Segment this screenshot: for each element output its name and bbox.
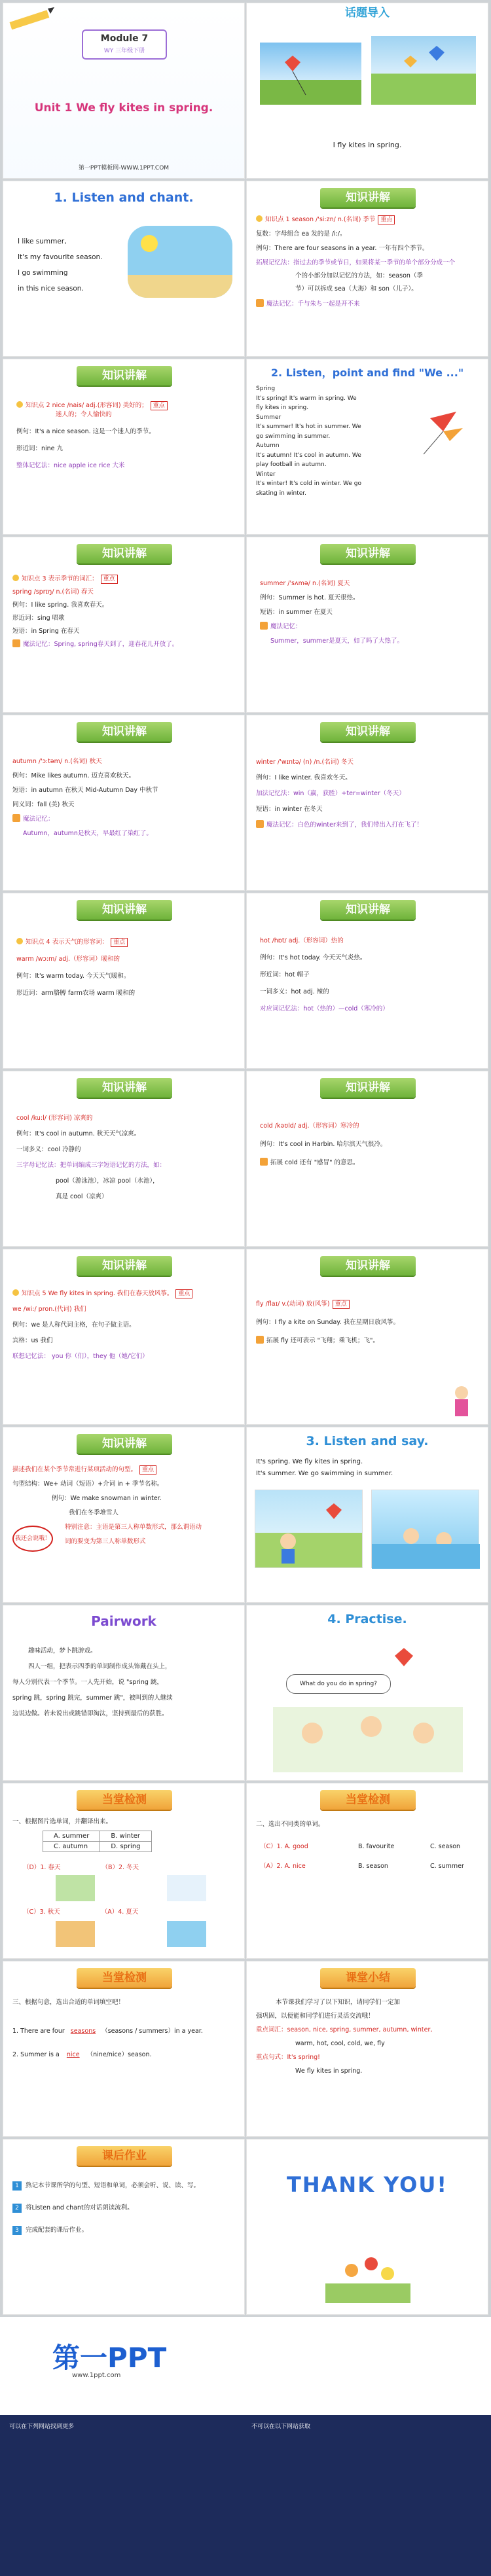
footer-logo: 第一PPT (52, 2342, 167, 2374)
speech-bubble: 我还会说哦！ (12, 1526, 53, 1552)
slide-title: 2. Listen，point and find "We ..." (270, 367, 464, 379)
chant-line: I go swimming (18, 269, 68, 277)
summer-notes: summer /'sʌmə/ n.(名词) 夏天 例句：Summer is hot. 夏天很热。 短语：in summer 在夏天 魔法记忆： Summer，summer是夏天，如了吗了大热了。 (260, 580, 404, 645)
slide-warm[interactable] (3, 893, 245, 1069)
slide-homework[interactable] (3, 2139, 245, 2315)
slide-title: 话题导入 (345, 7, 390, 20)
footer-left-panel (0, 2415, 242, 2576)
we-notes: 知识点 5 We fly kites in spring. 我们在春天放风筝。 重点 we /wi:/ pron.(代词) 我们 例句：we 是人称代词主格，在句子做主语。 宾格：us 我们 联想记忆法： you 你（们），they 他（她/它们） (12, 1286, 239, 1365)
pattern-notes: 描述我们在某个季节常进行某项活动的句型。 重点 句型结构：We+ 动词（短语）+介词 in + 季节名称。 例句：We make snowman in winter. 我们在冬季堆雪人 特别注意：主语是第三人称单数形式，那么谓语动 词的要变为第三人称单数形式 (12, 1466, 202, 1545)
slide-sentence-pattern[interactable] (3, 1427, 245, 1603)
section-ribbon: 知识讲解 (320, 900, 416, 920)
slide-cool[interactable] (3, 1071, 245, 1247)
winter-notes: winter /'wɪntə/ (n) /n.(名词) 冬天 例句：I like winter. 我喜欢冬天。 加法记忆法：win（赢，获胜）+ter=winter（冬天） 短语：in winter 在冬天 魔法记忆：白色的winter来到了，我们带出入打在飞了！ (256, 759, 423, 829)
chant-line: in this nice season. (18, 285, 84, 293)
slide-practise[interactable] (246, 1605, 488, 1781)
note-line: 个的小部分加以记忆的方法，如：season（季 (295, 272, 423, 279)
girl-kite-image (442, 1381, 481, 1420)
footer-left-text: 可以在下列网站找到更多 (9, 2424, 75, 2430)
slide-season[interactable] (246, 181, 488, 357)
spring-picture (56, 1875, 95, 1901)
slide-title: 1. Listen and chant. (54, 190, 194, 205)
footer-promo (0, 2317, 491, 2576)
slide-quiz-3[interactable] (3, 1961, 245, 2137)
note-line: 复数：字母组合 ea 发的是 /i:/。 (256, 230, 346, 238)
section-ribbon: 知识讲解 (77, 366, 172, 385)
section-ribbon: 知识讲解 (320, 722, 416, 742)
chant-line: It's my favourite season. (18, 253, 103, 261)
section-ribbon: 知识讲解 (320, 188, 416, 207)
module-banner (82, 29, 167, 60)
key-tag: 重点 (378, 215, 395, 224)
hot-notes: hot /hɒt/ adj.（形容词）热的 例句：It's hot today. 今天天气炎热。 形近词：hot 帽子 一词多义：hot adj. 辣的 对应词记忆法：hot（热的）—cold（寒冷的） (260, 937, 389, 1012)
slide-cover[interactable] (3, 3, 245, 179)
summer-picture (167, 1921, 206, 1947)
seasons-text: Spring It's spring! It's warm in spring. We fly kites in spring. Summer It's summer! It's hot in summer. We go swimming in summer. Autumn It's autumn! It's cool in autumn. We play football in autumn. Winter It's winter! It's cold in winter. We go skating in winter. (256, 385, 362, 497)
slide-quiz-1[interactable] (3, 1783, 245, 1959)
unit-title: Unit 1 We fly kites in spring. (34, 101, 213, 115)
summary-text: 本节课我们学习了以下知识，请同学们一定加 强巩固，以便能和同学们进行灵活交流哦！ 重点词汇：season, nice, spring, summer, autumn, winter, warm, hot, cool, cold, we, fly 重点句式：It's spring! We fly kites in spring. (256, 1999, 433, 2075)
slide-hot[interactable] (246, 893, 488, 1069)
fly-notes: fly /flaɪ/ v.(动词) 放(风筝) 重点 例句：I fly a kite on Sunday. 我在星期日放风筝。 拓展 fly 还可表示 "飞翔；乘飞机；飞"。 (256, 1300, 400, 1344)
section-ribbon: 知识讲解 (77, 544, 172, 564)
point-title: 知识点 1 season /'si:zn/ n.(名词) 季节 (265, 216, 376, 223)
speech-bubble: What do you do in spring? (286, 1674, 391, 1694)
slide-listen-chant[interactable] (3, 181, 245, 357)
footer-url: www.1ppt.com (72, 2372, 121, 2379)
note-line: 例句：There are four seasons in a year. 一年有四个季节。 (256, 245, 429, 252)
note-line: 魔法记忆：千与朱ち一起是开不来 (266, 300, 360, 308)
chant-line: I like summer, (18, 238, 67, 245)
slide-title: 3. Listen and say. (306, 1434, 429, 1448)
kids-kites-image (255, 1490, 363, 1568)
thank-you-text: THANK YOU! (287, 2172, 448, 2197)
kids-swimming-image (371, 1490, 479, 1568)
quiz-row-1: （C）1. A. good B. favourite C. season (260, 1843, 461, 1850)
quiz-answers-2: （C）3. 秋天 （A）4. 夏天 (23, 1908, 139, 1916)
nice-notes: 知识点 2 nice /nais/ adj.(形容词) 美好的； 重点 迷人的；令人愉快的 例句：It's a nice season. 这是一个迷人的季节。 形近词：nine 九 整体记忆法：nice apple ice rice 大米 (16, 401, 232, 471)
season-notes (256, 215, 482, 309)
pairwork-text: 趣味活动，梦卜跳游戏。 四人一组，把表示四季的单词制作成头饰戴在头上， 每人分别代表一个季节。一人先开始，说 "spring 跳， spring 跳，spring 跳完，summer 跳"，被叫到的人继续 边说边做。若未说出或跳错即淘汰，坚持到最后的获胜。 (12, 1647, 173, 1717)
autumn-picture (56, 1921, 95, 1947)
section-ribbon: 当堂检测 (77, 1968, 172, 1988)
practise-picture (273, 1635, 463, 1772)
quiz-question: 二、选出不同类的单词。 (256, 1821, 325, 1828)
note-line: 拓展记忆法：指过去的季节或节日，如果将某一季节的单个部分分成一个 (256, 259, 456, 266)
slide-title: Pairwork (91, 1613, 156, 1629)
winter-picture (167, 1875, 206, 1901)
cover-footer: 第一PPT模板网-WWW.1PPT.COM (78, 165, 170, 171)
book-label: WY 三年级下册 (103, 48, 145, 54)
section-ribbon: 当堂检测 (77, 1790, 172, 1810)
flowers-decoration (325, 2218, 410, 2303)
module-title: Module 7 (100, 33, 149, 44)
cold-notes: cold /kəʊld/ adj.（形容词）寒冷的 例句：It's cool in Harbin. 哈尔滨天气很冷。 拓展 cold 还有 "感冒" 的意思。 (260, 1122, 387, 1166)
section-ribbon: 知识讲解 (320, 1256, 416, 1276)
homework-list: 1 熟记本节课所学的句型、短语和单词，必须会听、说、读、写。 2 将Listen and chant的对话朗读流利。 3 完成配套的课后作业。 (12, 2179, 239, 2238)
slide-autumn[interactable] (3, 715, 245, 891)
slide-listen-say[interactable] (246, 1427, 488, 1603)
section-ribbon: 课堂小结 (320, 1968, 416, 1988)
slide-cold[interactable] (246, 1071, 488, 1247)
bird-kite-image (410, 405, 476, 457)
section-ribbon: 当堂检测 (320, 1790, 416, 1810)
slide-we[interactable] (3, 1249, 245, 1425)
quiz-row-2: （A）2. A. nice B. season C. summer (260, 1863, 464, 1870)
flying-kites-image (371, 36, 476, 105)
pencil-decoration (9, 6, 54, 36)
options-table: A. summer B. winter C. autumn D. spring (43, 1831, 152, 1852)
slide-title: 4. Practise. (327, 1612, 407, 1626)
quiz-answers: （D）1. 春天 （B）2. 冬天 (23, 1864, 139, 1871)
chant-text (18, 234, 103, 296)
footer-right-panel (242, 2415, 491, 2576)
section-ribbon: 知识讲解 (320, 544, 416, 564)
section-ribbon: 知识讲解 (77, 722, 172, 742)
section-ribbon: 知识讲解 (77, 1078, 172, 1098)
quiz-question: 一、根据图片选单词，并翻译出来。 (12, 1818, 113, 1825)
slide-summary[interactable] (246, 1961, 488, 2137)
slide-thank-you[interactable] (246, 2139, 488, 2315)
slide-fly[interactable] (246, 1249, 488, 1425)
slide-pairwork[interactable] (3, 1605, 245, 1781)
kite-image (260, 43, 361, 105)
quiz-blank-2: 2. Summer is a nice （nine/nice）season. (12, 2051, 152, 2058)
section-ribbon: 知识讲解 (77, 1434, 172, 1454)
section-ribbon: 知识讲解 (77, 900, 172, 920)
quiz-question: 三、根据句意，选出合适的单词填空吧！ (12, 1999, 125, 2006)
footer-right-text: 不可以在以下网站获取 (251, 2424, 311, 2430)
warm-notes: 知识点 4 表示天气的形容词： 重点 warm /wɔ:m/ adj.（形容词）暖和的 例句：It's warm today. 今天天气暖和。 形近词：arm胳膊 farm农场 warm 暖和的 (16, 939, 136, 997)
section-ribbon: 知识讲解 (77, 1256, 172, 1276)
cool-notes: cool /ku:l/ (形容词) 凉爽的 例句：It's cool in autumn. 秋天天气凉爽。 一词多义：cool 冷静的 三字母记忆法：把单词编成三字短语记忆的方法，如： pool（游泳池），冰凉 pool（水池）， 真是 cool（凉爽） (16, 1115, 166, 1200)
slide-nice[interactable] (3, 359, 245, 535)
beach-image (128, 226, 232, 298)
slide-winter[interactable] (246, 715, 488, 891)
section-ribbon: 知识讲解 (320, 1078, 416, 1098)
slide-quiz-2[interactable] (246, 1783, 488, 1959)
topic-caption: I fly kites in spring. (333, 141, 402, 149)
quiz-blank-1: 1. There are four seasons （seasons / summers）in a year. (12, 2028, 203, 2035)
say-text: It's spring. We fly kites in spring. It's summer. We go swimming in summer. (256, 1458, 393, 1477)
autumn-notes: autumn /'ɔ:təm/ n.(名词) 秋天 例句：Mike likes autumn. 迈克喜欢秋天。 短语：in autumn 在秋天 Mid-Autumn Day 中秋节 同义词：fall (美) 秋天 魔法记忆： Autumn，autumn是秋天，早最红了染红了。 (12, 758, 158, 837)
spring-notes: 知识点 3 表示季节的词汇： 重点 spring /sprɪŋ/ n.(名词) 春天 例句：I like spring. 我喜欢春天。 形近词：sing 唱歌 短语：in Spring 在春天 魔法记忆：Spring, spring春天到了，迎春花儿开放了。 (12, 575, 179, 648)
slide-topic-intro[interactable] (246, 3, 488, 179)
section-ribbon: 课后作业 (77, 2146, 172, 2166)
note-line: 节）可以拆成 sea（大海）和 son（儿子）。 (295, 285, 418, 293)
slide-summer[interactable] (246, 537, 488, 713)
slide-spring[interactable] (3, 537, 245, 713)
slide-listen-point[interactable] (246, 359, 488, 535)
